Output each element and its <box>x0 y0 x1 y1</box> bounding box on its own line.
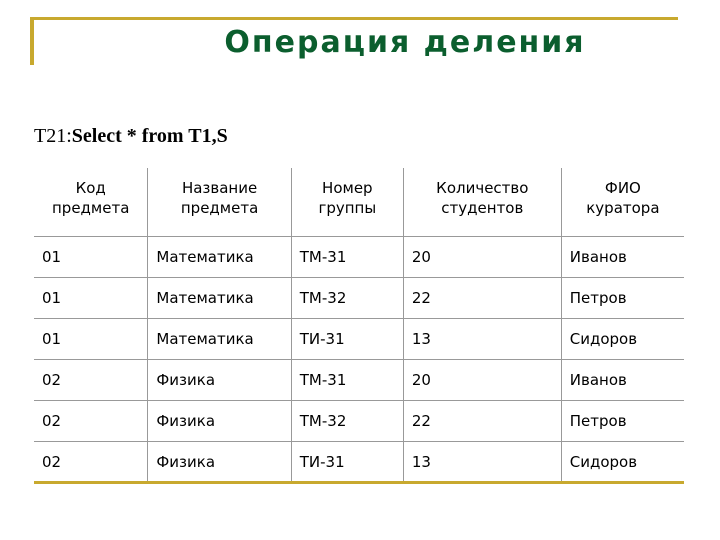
cell-curator-name: Петров <box>561 278 684 319</box>
cell-group-number: ТИ-31 <box>291 319 403 360</box>
cell-curator-name: Петров <box>561 401 684 442</box>
header-student-count: Количество студентов <box>403 168 561 237</box>
table-row <box>34 237 684 278</box>
slide-title: Операция деления <box>224 25 586 60</box>
header-subject-name: Название предмета <box>148 168 291 237</box>
cell-subject-name: Математика <box>148 319 291 360</box>
table-row <box>34 401 684 442</box>
cell-student-count: 20 <box>403 360 561 401</box>
top-decorative-rule <box>30 17 678 20</box>
cell-student-count: 22 <box>403 278 561 319</box>
table-header-row <box>34 168 684 237</box>
cell-subject-code: 02 <box>42 412 62 430</box>
cell-group-number: ТИ-31 <box>291 442 403 483</box>
result-table <box>34 168 684 482</box>
cell-group-number: ТМ-32 <box>291 401 403 442</box>
cell-student-count: 20 <box>403 237 561 278</box>
cell-curator-name: Сидоров <box>561 319 684 360</box>
bottom-decorative-rule <box>34 481 684 484</box>
cell-group-number: ТМ-31 <box>291 360 403 401</box>
query-line <box>34 125 228 148</box>
cell-subject-name: Математика <box>148 237 291 278</box>
table-row <box>34 360 684 401</box>
cell-subject-code: 01 <box>42 330 62 348</box>
cell-subject-name: Физика <box>148 442 291 483</box>
cell-student-count: 22 <box>403 401 561 442</box>
cell-subject-name: Физика <box>148 360 291 401</box>
cell-subject-name: Математика <box>148 278 291 319</box>
cell-group-number: ТМ-32 <box>291 278 403 319</box>
cell-group-number: ТМ-31 <box>291 237 403 278</box>
cell-subject-code: 01 <box>42 289 62 307</box>
header-group-number: Номер группы <box>291 168 403 237</box>
query-prefix: T21: <box>34 125 72 147</box>
header-curator-name: ФИО куратора <box>561 168 684 237</box>
cell-subject-code: 02 <box>42 371 62 389</box>
cell-student-count: 13 <box>403 442 561 483</box>
cell-curator-name: Иванов <box>561 237 684 278</box>
cell-subject-code: 01 <box>42 248 62 266</box>
cell-curator-name: Иванов <box>561 360 684 401</box>
table-row <box>34 319 684 360</box>
cell-curator-name: Сидоров <box>561 442 684 483</box>
cell-subject-code: 02 <box>42 453 62 471</box>
cell-subject-name: Физика <box>148 401 291 442</box>
table-row <box>34 442 684 483</box>
table-row <box>34 278 684 319</box>
query-statement: Select * from T1,S <box>71 125 228 147</box>
header-subject-code: Код предмета <box>51 179 130 217</box>
cell-student-count: 13 <box>403 319 561 360</box>
